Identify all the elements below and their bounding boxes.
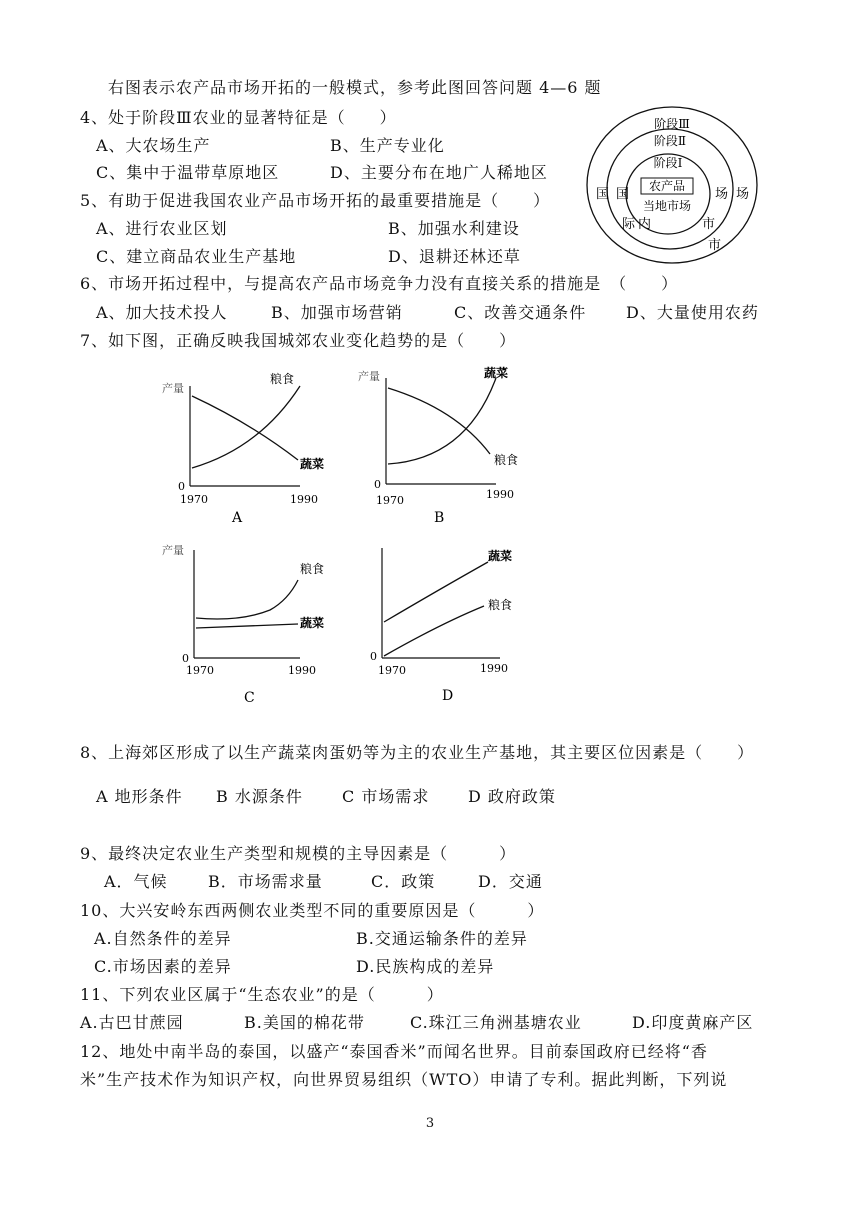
graph-a-x-start: 1970: [180, 493, 208, 506]
q8-option-d: D 政府政策: [468, 787, 556, 806]
q5-option-b: B、加强水利建设: [388, 219, 520, 238]
graph-c-veg-label: 蔬菜: [300, 616, 325, 630]
q4-option-b: B、生产专业化: [330, 136, 445, 155]
graph-d-grain-label: 粮食: [488, 598, 513, 612]
domestic-chang-label: 场: [715, 187, 729, 202]
question-9-stem: 9、最终决定农业生产类型和规模的主导因素是（ ）: [80, 844, 517, 863]
stage-2-label: 阶段Ⅱ: [653, 134, 687, 148]
question-6-stem: 6、市场开拓过程中，与提高农产品市场竞争力没有直接关系的措施是 （ ）: [80, 274, 679, 293]
graph-a-origin: 0: [178, 480, 185, 493]
graph-c-grain-label: 粮食: [300, 562, 325, 576]
graph-d-origin: 0: [370, 650, 377, 663]
graph-b-grain-label: 粮食: [494, 453, 519, 467]
graph-b-label: B: [434, 510, 445, 526]
intl-shi-label: 市: [708, 238, 722, 253]
question-10-stem: 10、大兴安岭东西两侧农业类型不同的重要原因是（ ）: [80, 901, 545, 920]
graph-a-grain-label: 粮食: [270, 372, 295, 386]
graph-a-label: A: [232, 510, 243, 526]
q4-option-a: A、大农场生产: [96, 136, 211, 155]
graph-c-ylabel: 产量: [162, 544, 184, 557]
graph-d-veg-label: 蔬菜: [488, 549, 513, 563]
intl-chang-label: 场: [736, 187, 750, 202]
question-11-stem: 11、下列农业区属于“生态农业”的是（ ）: [80, 985, 444, 1004]
graph-a-veg-label: 蔬菜: [300, 457, 325, 471]
intl-ji-label: 际: [622, 217, 636, 232]
page-number: 3: [425, 1116, 435, 1131]
q6-option-c: C、改善交通条件: [454, 303, 587, 322]
graph-b-ylabel: 产量: [358, 370, 380, 383]
stage-1-label: 阶段Ⅰ: [653, 156, 683, 170]
q4-option-d: D、主要分布在地广人稀地区: [330, 163, 548, 182]
graph-b-veg-label: 蔬菜: [484, 366, 509, 380]
q8-option-a: A 地形条件: [96, 787, 183, 806]
q5-option-c: C、建立商品农业生产基地: [96, 247, 297, 266]
domestic-shi-label: 市: [702, 217, 716, 232]
q11-option-c: C.珠江三角洲基塘农业: [410, 1013, 582, 1032]
graph-c-label: C: [244, 690, 255, 706]
q9-option-b: B．市场需求量: [208, 872, 323, 891]
q10-option-b: B.交通运输条件的差异: [356, 929, 528, 948]
question-4-stem: 4、处于阶段Ⅲ农业的显著特征是（ ）: [80, 108, 397, 127]
question-7-stem: 7、如下图，正确反映我国城郊农业变化趋势的是（ ）: [80, 331, 517, 350]
q9-option-d: D．交通: [478, 872, 543, 891]
q5-option-a: A、进行农业区划: [96, 219, 228, 238]
question-5-stem: 5、有助于促进我国农业产品市场开拓的最重要措施是（ ）: [80, 191, 551, 210]
q10-option-c: C.市场因素的差异: [94, 957, 232, 976]
graph-c-x-end: 1990: [288, 664, 316, 677]
question-12-line-2: 米”生产技术作为知识产权，向世界贸易组织（WTO）申请了专利。据此判断，下列说: [80, 1070, 728, 1089]
graph-a-x-end: 1990: [290, 493, 318, 506]
graph-b-origin: 0: [374, 478, 381, 491]
graph-d-x-end: 1990: [480, 662, 508, 675]
graph-d: [360, 544, 540, 708]
graph-b-x-start: 1970: [376, 494, 404, 507]
domestic-guo-label: 国: [616, 187, 630, 202]
q11-option-b: B.美国的棉花带: [244, 1013, 365, 1032]
q6-option-d: D、大量使用农药: [626, 303, 759, 322]
graph-b-x-end: 1990: [486, 488, 514, 501]
graph-b: [356, 364, 536, 529]
graph-a: [160, 368, 340, 528]
q10-option-d: D.民族构成的差异: [356, 957, 495, 976]
product-label: 农产品: [648, 179, 686, 193]
graph-c: [160, 540, 340, 708]
q11-option-d: D.印度黄麻产区: [632, 1013, 754, 1032]
q5-option-d: D、退耕还林还草: [388, 247, 521, 266]
domestic-nei-label: 内: [638, 217, 652, 232]
graph-d-x-start: 1970: [378, 664, 406, 677]
question-8-stem: 8、上海郊区形成了以生产蔬菜肉蛋奶等为主的农业生产基地，其主要区位因素是（ ）: [80, 743, 755, 762]
q8-option-c: C 市场需求: [342, 787, 430, 806]
local-market-label: 当地市场: [642, 199, 692, 213]
intro-text: 右图表示农产品市场开拓的一般模式，参考此图回答问题 4—6 题: [108, 78, 602, 97]
q8-option-b: B 水源条件: [216, 787, 303, 806]
q11-option-a: A.古巴甘蔗园: [80, 1013, 184, 1032]
q10-option-a: A.自然条件的差异: [94, 929, 232, 948]
question-12-line-1: 12、地处中南半岛的泰国，以盛产“泰国香米”而闻名世界。目前泰国政府已经将“香: [80, 1042, 708, 1061]
market-expansion-diagram: [584, 104, 760, 266]
q6-option-a: A、加大技术投人: [96, 303, 228, 322]
q4-option-c: C、集中于温带草原地区: [96, 163, 280, 182]
stage-3-label: 阶段Ⅲ: [654, 117, 690, 131]
graph-c-origin: 0: [182, 652, 189, 665]
intl-guo-label: 国: [596, 187, 610, 202]
q9-option-a: A．气候: [104, 872, 168, 891]
graph-a-ylabel: 产量: [162, 382, 184, 395]
graph-c-x-start: 1970: [186, 664, 214, 677]
graph-d-label: D: [442, 688, 454, 704]
q6-option-b: B、加强市场营销: [271, 303, 403, 322]
q9-option-c: C．政策: [371, 872, 436, 891]
